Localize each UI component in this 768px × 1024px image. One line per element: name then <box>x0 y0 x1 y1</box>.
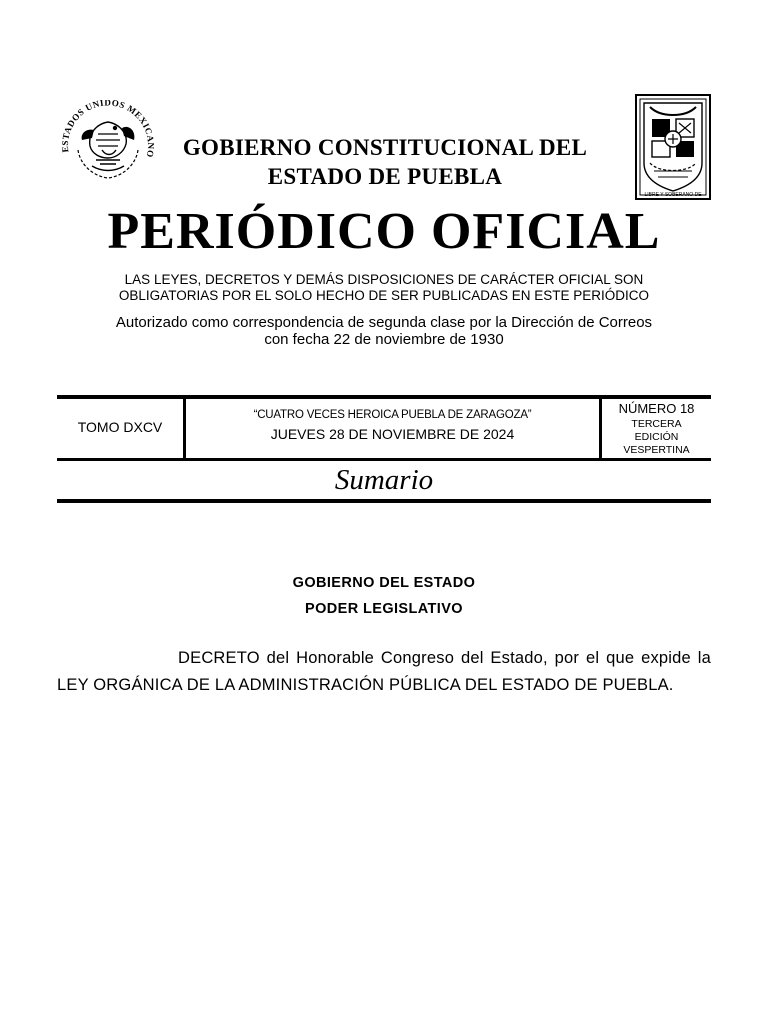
legal-notice <box>60 272 708 304</box>
postal-authorization <box>60 314 708 348</box>
sumario-heading: Sumario <box>334 464 434 496</box>
edition-line1: TERCERA <box>631 418 682 430</box>
government-title <box>150 133 620 191</box>
postal-authorization-line2: con fecha 22 de noviembre de 1930 <box>264 331 504 348</box>
issue-number: NÚMERO 18 <box>618 401 695 416</box>
svg-text:ESTADOS UNIDOS MEXICANOS: ESTADOS UNIDOS MEXICANO <box>59 100 157 159</box>
svg-text:LIBRE Y SOBERANO DE: LIBRE Y SOBERANO DE <box>644 192 702 198</box>
publication-date: JUEVES 28 DE NOVIEMBRE DE 2024 <box>270 426 515 442</box>
edition-line2: EDICIÓN <box>634 431 679 443</box>
government-title-line1: GOBIERNO CONSTITUCIONAL DEL <box>182 135 588 160</box>
legal-notice-line2: OBLIGATORIAS POR EL SOLO HECHO DE SER PUBLICADAS EN ESTE PERIÓDICO <box>118 288 650 303</box>
info-box-top-rule <box>57 395 711 399</box>
puebla-coat-of-arms-icon <box>634 93 712 201</box>
sumario-bottom-rule <box>57 499 711 503</box>
postal-authorization-line1: Autorizado como correspondencia de segunda clase por la Dirección de Correos <box>115 314 653 331</box>
section-heading <box>0 570 768 622</box>
mexico-national-seal-icon <box>58 100 158 188</box>
edition-label <box>602 418 711 457</box>
newspaper-title: PERIÓDICO OFICIAL <box>107 203 661 260</box>
tomo-label: TOMO DXCV <box>77 419 163 435</box>
government-title-line2: ESTADO DE PUEBLA <box>267 164 503 189</box>
legal-notice-line1: LAS LEYES, DECRETOS Y DEMÁS DISPOSICIONES DE CARÁCTER OFICIAL SON <box>124 272 644 287</box>
section-heading-line2: PODER LEGISLATIVO <box>305 601 463 617</box>
info-box-bottom-rule <box>57 458 711 461</box>
section-heading-line1: GOBIERNO DEL ESTADO <box>292 575 476 591</box>
decree-paragraph: DECRETO del Honorable Congreso del Estado, por el que expide la LEY ORGÁNICA DE LA ADMINISTRACIÓN PÚBLICA DEL ESTADO DE PUEBLA. <box>57 649 711 694</box>
city-motto: “CUATRO VECES HEROICA PUEBLA DE ZARAGOZA” <box>253 409 532 421</box>
edition-line3: VESPERTINA <box>623 444 690 456</box>
